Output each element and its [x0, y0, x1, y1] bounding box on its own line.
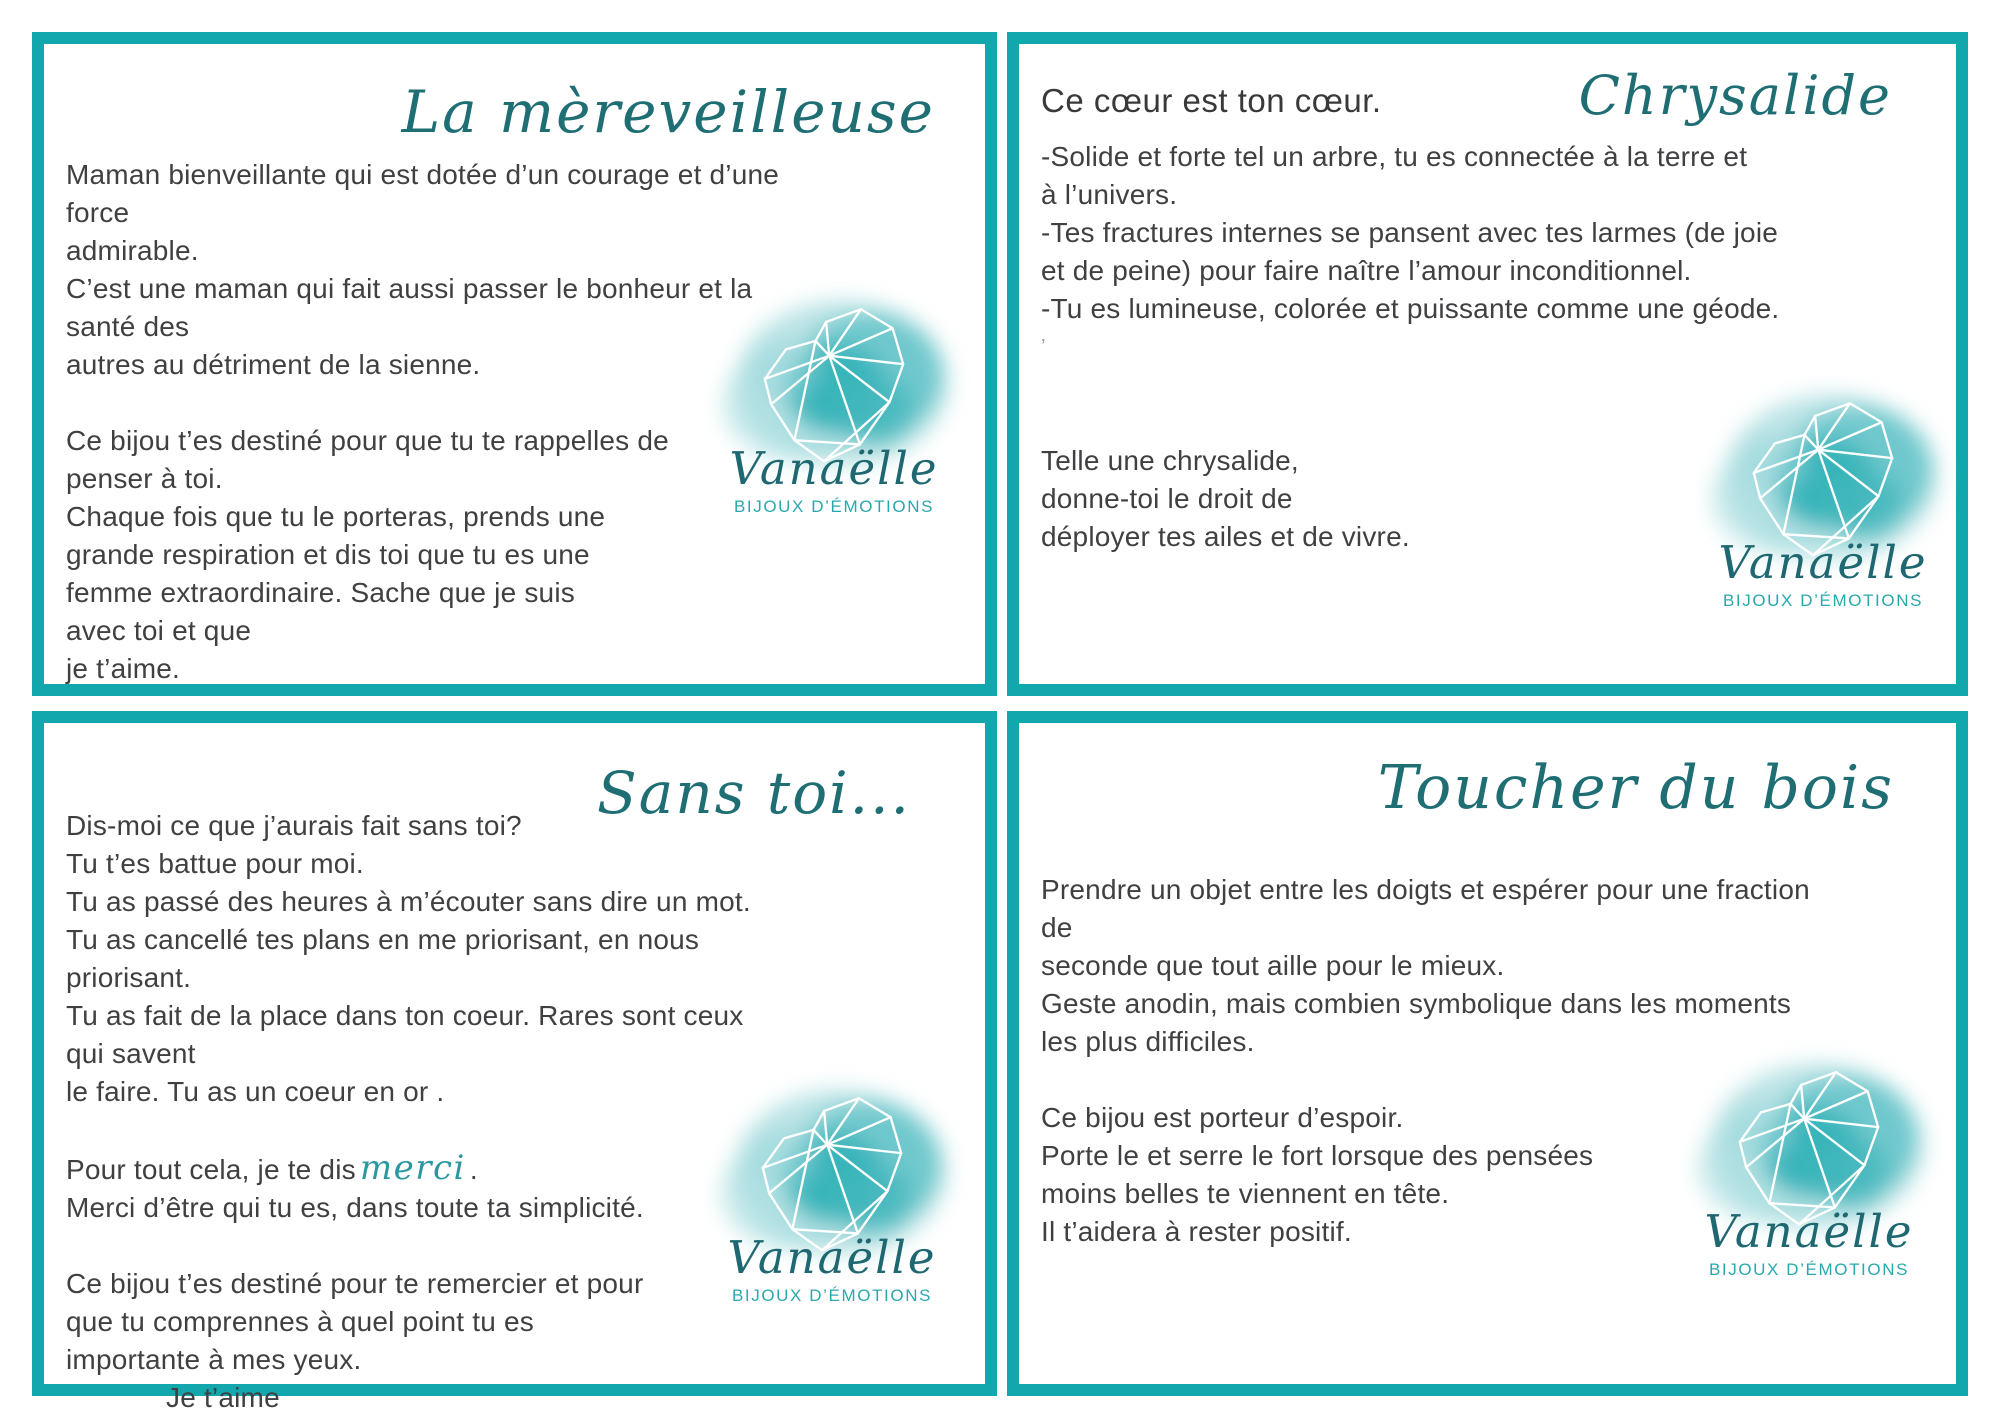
brand-name: Vanaëlle — [1704, 1205, 1914, 1258]
card-body-text — [1041, 138, 1821, 556]
text-segment: -Solide et forte tel un arbre, tu es connectée à la terre et — [1041, 141, 1748, 172]
text-segment: Chaque fois que tu le porteras, prends une — [66, 501, 606, 532]
text-line — [66, 460, 806, 498]
card-body-text — [66, 807, 786, 1417]
text-line — [66, 997, 786, 1073]
text-line — [1041, 1023, 1841, 1061]
text-line — [66, 1189, 786, 1227]
text-segment: Tu as cancellé tes plans en me priorisant, en nous priorisant. — [66, 924, 700, 993]
text-line — [66, 1341, 786, 1379]
text-segment: -Tes fractures internes se pansent avec tes larmes (de joie — [1041, 217, 1779, 248]
text-line — [66, 650, 806, 688]
text-line — [66, 1379, 786, 1417]
text-segment: je t’aime. — [66, 653, 181, 684]
text-line — [1041, 290, 1821, 328]
text-segment: ’ — [1041, 336, 1046, 358]
text-line — [1041, 138, 1821, 176]
text-segment: Je t’aime — [166, 1382, 280, 1413]
text-segment: Tu as passé des heures à m’écouter sans dire un mot. — [66, 886, 751, 917]
text-segment: donne-toi le droit de — [1041, 483, 1293, 514]
text-segment: Dis-moi ce que j’aurais fait sans toi? — [66, 810, 522, 841]
text-segment: C’est une maman qui fait aussi passer le bonheur et la santé des — [66, 273, 753, 342]
text-line — [66, 384, 806, 422]
text-segment: et de peine) pour faire naître l’amour inconditionnel. — [1041, 255, 1692, 286]
text-line — [1041, 252, 1821, 290]
text-line — [66, 1227, 786, 1265]
card-sans-toi — [32, 711, 997, 1413]
text-line — [1041, 1175, 1841, 1213]
card-title-script: Toucher du bois — [1377, 753, 1894, 823]
text-segment: déployer tes ailes et de vivre. — [1041, 521, 1410, 552]
text-line — [66, 1265, 786, 1303]
text-line — [66, 156, 806, 232]
text-segment: Merci d’être qui tu es, dans toute ta simplicité. — [66, 1192, 644, 1223]
card-title-script: Chrysalide — [1578, 64, 1892, 127]
text-segment: moins belles te viennent en tête. — [1041, 1178, 1450, 1209]
text-line — [1041, 442, 1821, 480]
brand-tagline: BIJOUX D’ÉMOTIONS — [733, 496, 935, 516]
text-line — [66, 1303, 786, 1341]
text-segment: les plus difficiles. — [1041, 1026, 1255, 1057]
text-line — [66, 1111, 786, 1149]
text-line — [1041, 985, 1841, 1023]
text-segment: Tu t’es battue pour moi. — [66, 848, 364, 879]
text-line — [66, 346, 806, 384]
text-segment: Pour tout cela, je te dis — [66, 1154, 356, 1185]
text-line — [1041, 518, 1821, 556]
card-title-script: La mèreveilleuse — [401, 78, 935, 146]
text-line — [1041, 947, 1841, 985]
text-line — [1041, 1213, 1841, 1251]
text-line — [66, 536, 806, 574]
card-la-mereveilleuse — [32, 32, 997, 696]
text-line — [1041, 1137, 1841, 1175]
text-line — [66, 1149, 786, 1189]
text-segment: . — [469, 1154, 478, 1185]
text-line — [1041, 366, 1821, 404]
text-line — [66, 232, 806, 270]
text-segment: autres au détriment de la sienne. — [66, 349, 481, 380]
text-segment: femme extraordinaire. Sache que je suis — [66, 577, 575, 608]
brand-tagline: BIJOUX D’ÉMOTIONS — [1722, 590, 1924, 610]
text-line — [66, 574, 806, 612]
text-line — [66, 845, 786, 883]
card-chrysalide — [1007, 32, 1968, 696]
text-segment: Ce bijou est porteur d’espoir. — [1041, 1102, 1404, 1133]
text-segment: Ce bijou t’es destiné pour que tu te rappelles de — [66, 425, 669, 456]
text-line — [66, 422, 806, 460]
card-heading: Ce cœur est ton cœur. — [1041, 82, 1382, 119]
text-segment: Ce bijou t’es destiné pour te remercier et pour — [66, 1268, 644, 1299]
brand-tagline: BIJOUX D’ÉMOTIONS — [1708, 1259, 1910, 1279]
text-line — [66, 270, 806, 346]
text-line — [66, 921, 786, 997]
text-line — [66, 498, 806, 536]
text-segment: grande respiration et dis toi que tu es une — [66, 539, 590, 570]
text-line — [1041, 1061, 1841, 1099]
text-line — [66, 883, 786, 921]
brand-name: Vanaëlle — [727, 1231, 937, 1284]
text-line — [1041, 404, 1821, 442]
text-segment: le faire. Tu as un coeur en or . — [66, 1076, 445, 1107]
text-line — [1041, 176, 1821, 214]
card-body-text — [1041, 871, 1841, 1251]
text-segment: à l’univers. — [1041, 179, 1178, 210]
brand-tagline: BIJOUX D’ÉMOTIONS — [731, 1285, 933, 1305]
text-segment: que tu comprennes à quel point tu es — [66, 1306, 534, 1337]
text-segment: Telle une chrysalide, — [1041, 445, 1299, 476]
text-segment: -Tu es lumineuse, colorée et puissante comme une géode. — [1041, 293, 1780, 324]
card-title-script: Sans toi... — [597, 759, 911, 827]
text-line — [1041, 1099, 1841, 1137]
text-line — [1041, 871, 1841, 947]
script-word: merci — [359, 1148, 466, 1188]
text-line — [1041, 480, 1821, 518]
text-segment: Il t’aidera à rester positif. — [1041, 1216, 1352, 1247]
text-line — [1041, 214, 1821, 252]
brand-name: Vanaëlle — [1718, 536, 1928, 589]
text-segment: Porte le et serre le fort lorsque des pensées — [1041, 1140, 1594, 1171]
text-segment: Geste anodin, mais combien symbolique dans les moments — [1041, 988, 1792, 1019]
text-segment: importante à mes yeux. — [66, 1344, 362, 1375]
text-line — [66, 1073, 786, 1111]
text-segment: Prendre un objet entre les doigts et espérer pour une fraction de — [1041, 874, 1810, 943]
brand-name: Vanaëlle — [729, 442, 939, 495]
text-line — [1041, 328, 1821, 366]
text-segment: admirable. — [66, 235, 199, 266]
card-body-text — [66, 156, 806, 688]
text-segment: penser à toi. — [66, 463, 223, 494]
text-segment: Tu as fait de la place dans ton coeur. Rares sont ceux qui savent — [66, 1000, 744, 1069]
text-segment: seconde que tout aille pour le mieux. — [1041, 950, 1505, 981]
text-line — [66, 612, 806, 650]
text-segment: avec toi et que — [66, 615, 252, 646]
text-segment: Maman bienveillante qui est dotée d’un courage et d’une force — [66, 159, 780, 228]
card-toucher-du-bois — [1007, 711, 1968, 1396]
